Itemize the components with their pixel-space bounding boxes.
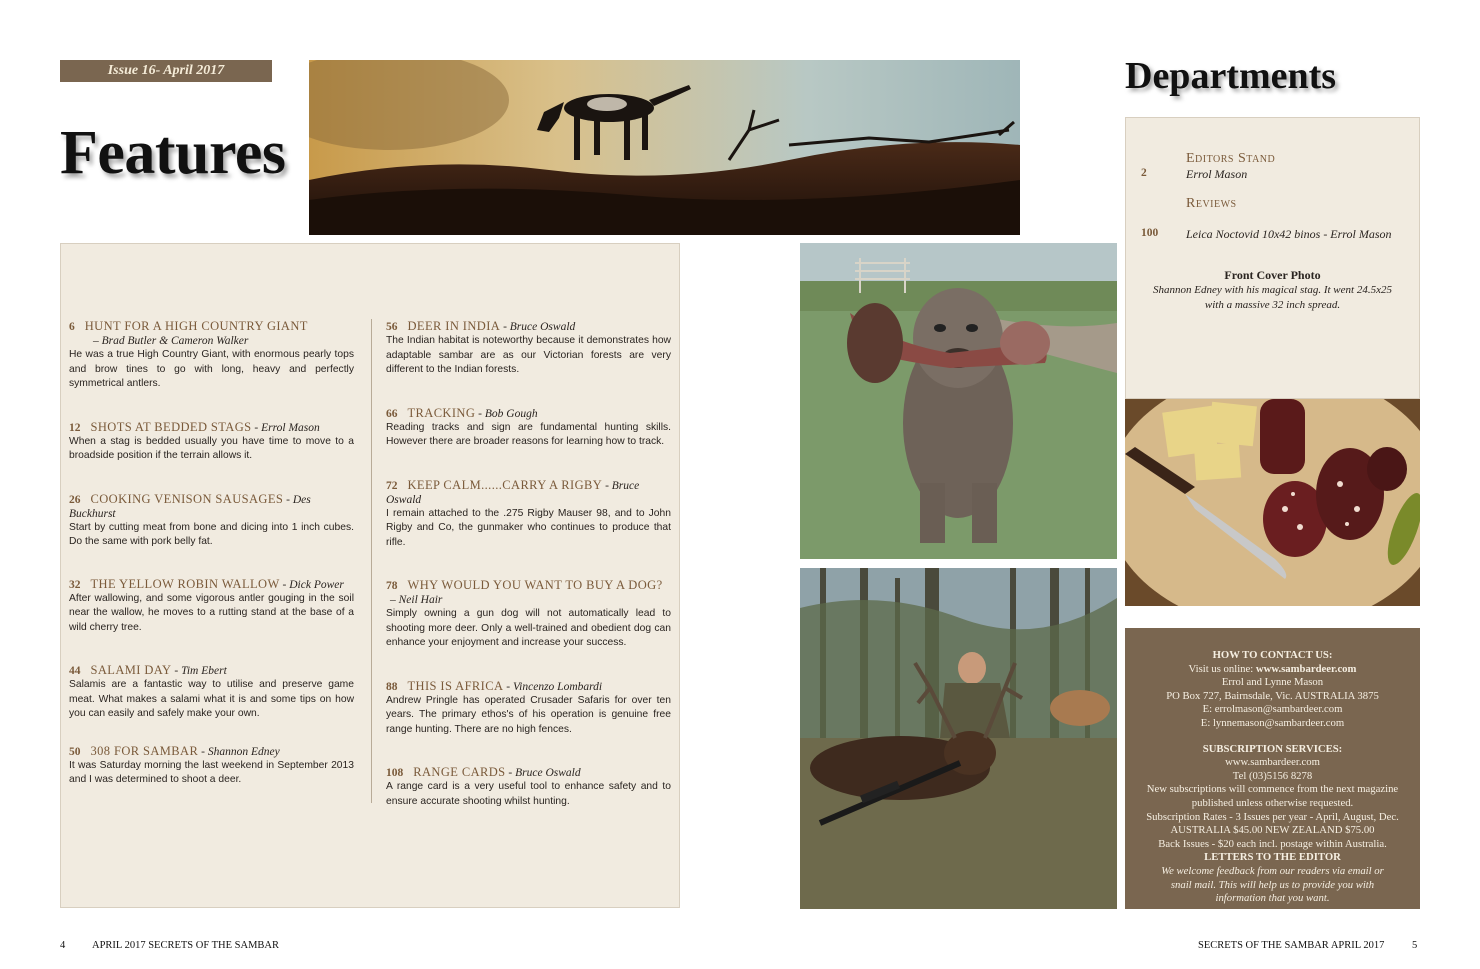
feature-summary: Start by cutting meat from bone and dicing into 1 inch cubes. Do the same with pork belly fat. <box>69 521 354 547</box>
contact-panel <box>1125 628 1420 909</box>
feature-author: – Neil Hair <box>390 594 443 606</box>
feature-summary: Reading tracks and sign are fundamental hunting skills. However there are broader reasons for learning how to track. <box>386 421 671 447</box>
reviews-page: 100 <box>1141 227 1159 239</box>
subscription-rates: Subscription Rates - 3 Issues per year - April, August, Dec. <box>1146 810 1399 823</box>
feature-page: 32 <box>69 578 81 591</box>
departments-panel <box>1125 117 1420 399</box>
editors-stand-page: 2 <box>1141 167 1147 179</box>
feature-title: KEEP CALM......CARRY A RIGBY <box>407 477 603 492</box>
feature-title: COOKING VENISON SAUSAGES <box>90 491 284 506</box>
feature-author: Bob Gough <box>484 407 538 420</box>
feature-summary: He was a true High Country Giant, with enormous pearly tops and brow tines to go with long, heavy and perfectly symmetrical antlers. <box>69 349 354 389</box>
feature-item[interactable]: 56 DEER IN INDIA - Bruce Oswald The Indian habitat is noteworthy because it demonstrates how adaptable sambar are as our Victorian forests are very different to the Indian forests. <box>386 319 671 378</box>
feature-title: SHOTS AT BEDDED STAGS <box>90 419 252 434</box>
cover-photo-title: Front Cover Photo <box>1224 268 1321 282</box>
letters-text: We welcome feedback from our readers via email or snail mail. This will help us to provide you with information that you want. <box>1161 864 1384 905</box>
feature-author: Des Buckhurst <box>69 493 311 520</box>
feature-page: 56 <box>386 321 398 333</box>
feature-item[interactable]: 66 TRACKING - Bob Gough Reading tracks and sign are fundamental hunting skills. However there are broader reasons for learning how to track. <box>386 406 671 450</box>
feature-title: SALAMI DAY <box>90 663 172 677</box>
feature-summary: After wallowing, and some vigorous antler gouging in the soil near the wallow, he moves to a rutting stand at the base of a wild cherry tree. <box>69 592 354 633</box>
footer-right-text: SECRETS OF THE SAMBAR APRIL 2017 <box>1198 940 1385 951</box>
column-divider <box>371 319 372 803</box>
features-right-column <box>386 319 671 809</box>
features-title: Features <box>60 119 286 187</box>
feature-title: THE YELLOW ROBIN WALLOW <box>90 576 280 591</box>
feature-summary: The Indian habitat is noteworthy because it demonstrates how adaptable sambar are as our Victorian forests are very different to the Indian forests. <box>386 335 671 375</box>
feature-title: DEER IN INDIA <box>407 319 501 333</box>
footer-left-text: APRIL 2017 SECRETS OF THE SAMBAR <box>92 940 279 951</box>
visit-prefix: Visit us online: <box>1188 662 1256 675</box>
contact-names: Errol and Lynne Mason <box>1221 676 1324 689</box>
subscription-phone: Tel (03)5156 8278 <box>1232 769 1313 782</box>
feature-title: HUNT FOR A HIGH COUNTRY GIANT <box>84 319 308 333</box>
footer-right-page: 5 <box>1412 940 1418 951</box>
website-line <box>1125 663 1420 677</box>
letters-heading: LETTERS TO THE EDITOR <box>1204 851 1341 864</box>
feature-page: 44 <box>69 665 81 677</box>
feature-author: Bruce Oswald <box>515 767 581 779</box>
feature-title: THIS IS AFRICA <box>407 678 504 693</box>
feature-item[interactable]: 108 RANGE CARDS - Bruce Oswald A range card is a very useful tool to enhance safety and to ensure accurate shooting whilst hunting. <box>386 765 671 809</box>
feature-title: TRACKING <box>407 405 476 420</box>
feature-summary: A range card is a very useful tool to enhance safety and to ensure accurate shooting whilst hunting. <box>386 781 671 807</box>
feature-summary: It was Saturday morning the last weekend in September 2013 and I was determined to shoot a deer. <box>69 759 354 785</box>
features-left-column <box>69 319 354 788</box>
feature-item[interactable] <box>69 319 354 392</box>
feature-summary: Andrew Pringle has operated Crusader Safaris for over ten years. The primary ethos's of his operation is genuine free range hunting. There are no high fences. <box>386 694 671 735</box>
new-subscriptions-note: New subscriptions will commence from the next magazine published unless otherwise requested. <box>1146 783 1399 809</box>
issue-label: Issue 16- April 2017 <box>60 60 272 82</box>
feature-title: 308 FOR SAMBAR <box>90 743 199 758</box>
feature-page: 6 <box>69 321 75 333</box>
subscription-heading: SUBSCRIPTION SERVICES: <box>1202 742 1343 755</box>
editors-stand-author[interactable]: Errol Mason <box>1186 167 1248 181</box>
feature-item[interactable]: 26 COOKING VENISON SAUSAGES - Des Buckhurst Start by cutting meat from bone and dicing into 1 inch cubes. Do the same with pork belly fat. <box>69 492 354 550</box>
feature-item[interactable]: 32 THE YELLOW ROBIN WALLOW - Dick Power After wallowing, and some vigorous antler gouging in the soil near the wallow, he moves to a rutting stand at the base of a wild cherry tree. <box>69 577 354 636</box>
contact-address: PO Box 727, Bairnsdale, Vic. AUSTRALIA 3875 <box>1166 689 1379 702</box>
feature-item[interactable]: 88 THIS IS AFRICA - Vincenzo Lombardi Andrew Pringle has operated Crusader Safaris for over ten years. The primary ethos's of his operation is genuine free range hunting. There are no high fences. <box>386 679 671 738</box>
feature-author: Tim Ebert <box>181 665 227 677</box>
feature-summary: When a stag is bedded usually you have time to move to a broadside position if the terrain allows it. <box>69 435 354 461</box>
feature-page: 12 <box>69 421 81 434</box>
contact-email-1[interactable]: E: errolmason@sambardeer.com <box>1202 703 1343 716</box>
feature-title: RANGE CARDS <box>413 765 506 779</box>
footer-left-page: 4 <box>60 940 66 951</box>
feature-title: WHY WOULD YOU WANT TO BUY A DOG? <box>407 578 663 592</box>
contact-heading: HOW TO CONTACT US: <box>1212 649 1333 661</box>
subscription-website[interactable]: www.sambardeer.com <box>1225 756 1320 769</box>
subscription-prices: AUSTRALIA $45.00 NEW ZEALAND $75.00 <box>1170 824 1375 837</box>
feature-author: – Brad Butler & Cameron Walker <box>93 335 249 347</box>
feature-item[interactable] <box>386 578 671 651</box>
feature-page: 50 <box>69 745 81 758</box>
feature-item[interactable]: 72 KEEP CALM......CARRY A RIGBY - Bruce Oswald I remain attached to the .275 Rigby Mauser 98, and to John Rigby and Co, the gunmaker who continues to produce that rifle. <box>386 478 671 551</box>
cover-photo-caption: Shannon Edney with his magical stag. It went 24.5x25 with a massive 32 inch spread. <box>1153 284 1392 311</box>
feature-item[interactable]: 50 308 FOR SAMBAR - Shannon Edney It was Saturday morning the last weekend in September 2013 and I was determined to shoot a deer. <box>69 744 354 788</box>
feature-page: 26 <box>69 493 81 506</box>
feature-summary: Salamis are a fantastic way to utilise and preserve game meat. What makes a salami what it is and some tips on how you can easily and safely make your own. <box>69 679 354 719</box>
feature-author: Bruce Oswald <box>386 479 640 506</box>
hunter-stag-photo <box>800 568 1117 909</box>
feature-author: Dick Power <box>289 578 344 591</box>
reviews-item[interactable]: Leica Noctovid 10x42 binos - Errol Mason <box>1186 227 1392 241</box>
contact-email-2[interactable]: E: lynnemason@sambardeer.com <box>1200 716 1345 729</box>
dog-antler-photo <box>800 243 1117 559</box>
feature-item[interactable]: 44 SALAMI DAY - Tim Ebert Salamis are a fantastic way to utilise and preserve game meat. What makes a salami what it is and some tips on how you can easily and safely make your own. <box>69 663 354 722</box>
editors-stand-heading: Editors Stand <box>1186 151 1276 166</box>
feature-item[interactable]: 12 SHOTS AT BEDDED STAGS - Errol Mason When a stag is bedded usually you have time to move to a broadside position if the terrain allows it. <box>69 420 354 464</box>
feature-page: 108 <box>386 767 404 779</box>
feature-summary: Simply owning a gun dog will not automatically lead to shooting more deer. Only a well-trained and obedient dog can enhance your enjoyment and increase your success. <box>386 608 671 648</box>
website-link[interactable]: www.sambardeer.com <box>1255 662 1357 675</box>
dog-silhouette-photo <box>309 60 1020 235</box>
feature-author: Shannon Edney <box>207 745 280 758</box>
feature-summary: I remain attached to the .275 Rigby Mauser 98, and to John Rigby and Co, the gunmaker who continues to produce that rifle. <box>386 507 671 548</box>
reviews-heading: Reviews <box>1186 196 1237 211</box>
departments-title: Departments <box>1125 55 1337 97</box>
feature-author: Bruce Oswald <box>509 321 576 333</box>
feature-page: 78 <box>386 580 398 592</box>
back-issues: Back Issues - $20 each incl. postage within Australia. <box>1158 837 1387 850</box>
feature-page: 88 <box>386 680 398 693</box>
feature-author: Vincenzo Lombardi <box>513 680 603 693</box>
feature-author: Errol Mason <box>261 421 320 434</box>
salami-platter-photo <box>1125 399 1420 606</box>
feature-page: 66 <box>386 407 398 420</box>
features-panel <box>60 243 680 908</box>
feature-page: 72 <box>386 479 398 492</box>
